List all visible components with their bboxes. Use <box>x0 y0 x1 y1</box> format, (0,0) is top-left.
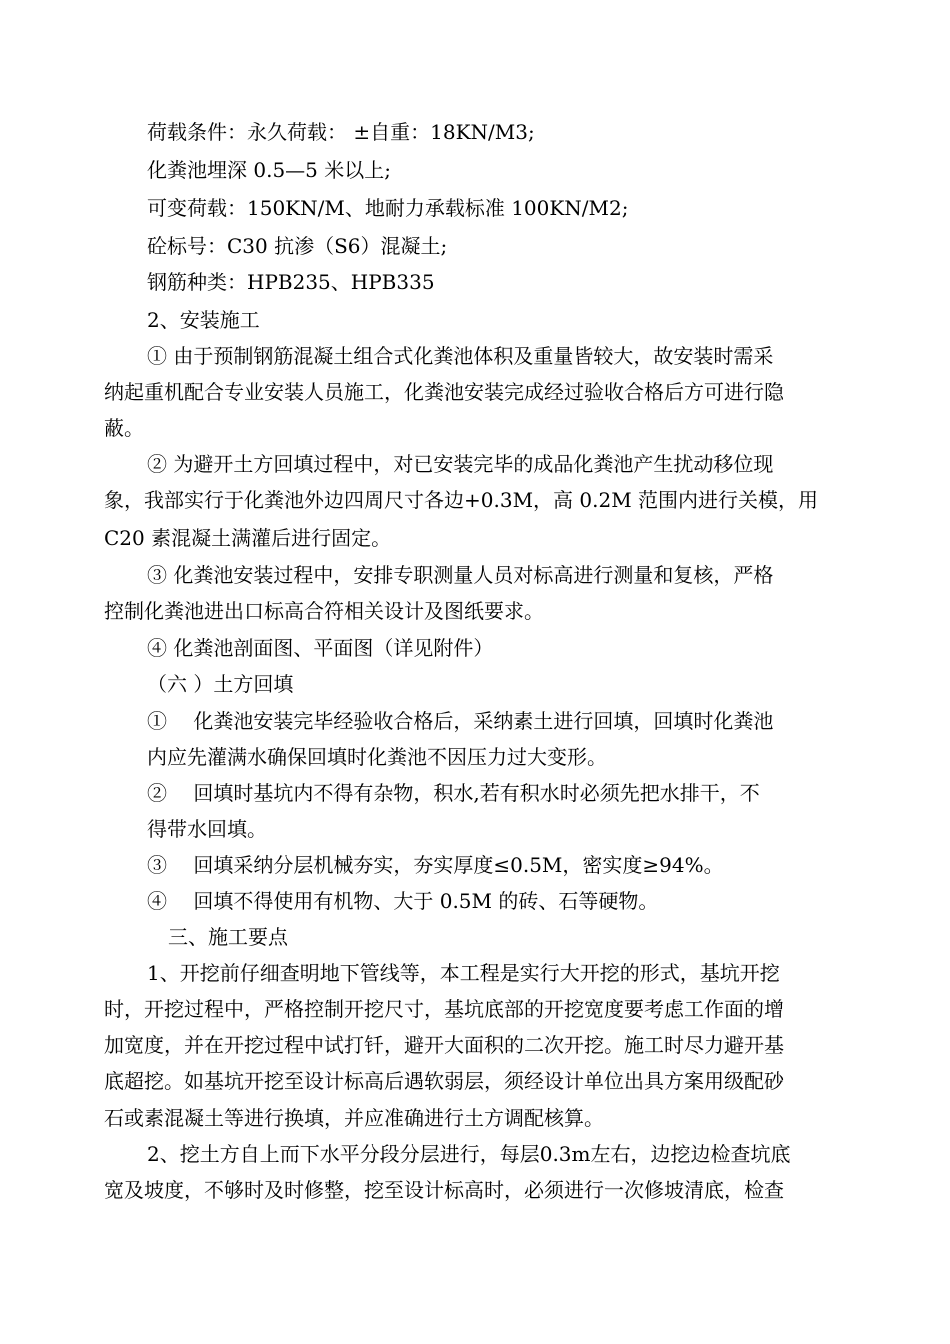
text-line: 宽及坡度，不够时及时修整，挖至设计标高时，必须进行一次修坡清底，检查 <box>104 1178 784 1202</box>
list-item: ④ 回填不得使用有机物、大于 0.5M 的砖、石等硬物。 <box>147 889 659 913</box>
text-line: 化粪池埋深 0.5—5 米以上; <box>147 158 391 182</box>
text-line: 2、挖土方自上而下水平分段分层进行，每层0.3m左右，边挖边检查坑底 <box>147 1142 791 1166</box>
section-heading: （六 ）土方回填 <box>147 672 294 696</box>
text-line: 蔽。 <box>104 416 144 440</box>
text-line: 石或素混凝土等进行换填，并应准确进行土方调配核算。 <box>104 1106 604 1130</box>
text-line: 钢筋种类：HPB235、HPB335 <box>147 270 435 294</box>
text-line: 1、开挖前仔细查明地下管线等，本工程是实行大开挖的形式，基坑开挖 <box>147 961 780 985</box>
text-line: 内应先灌满水确保回填时化粪池不因压力过大变形。 <box>147 745 607 769</box>
section-heading: 三、施工要点 <box>168 925 288 949</box>
text-line: C20 素混凝土满灌后进行固定。 <box>104 526 392 550</box>
text-line: 得带水回填。 <box>147 817 267 841</box>
text-line: 时，开挖过程中，严格控制开挖尺寸，基坑底部的开挖宽度要考虑工作面的增 <box>104 997 784 1021</box>
text-line: 荷载条件：永久荷载： ±自重：18KN/M3; <box>147 120 535 144</box>
text-line: ② 为避开土方回填过程中，对已安装完毕的成品化粪池产生扰动移位现 <box>147 452 774 476</box>
list-item: ② 回填时基坑内不得有杂物，积水,若有积水时必须先把水排干，不 <box>147 781 760 805</box>
text-line: 砼标号：C30 抗渗（S6）混凝土; <box>147 234 448 258</box>
text-line: ④ 化粪池剖面图、平面图（详见附件） <box>147 636 494 660</box>
text-line: 底超挖。如基坑开挖至设计标高后遇软弱层，须经设计单位出具方案用级配砂 <box>104 1069 784 1093</box>
text-line: 加宽度，并在开挖过程中试打钎，避开大面积的二次开挖。施工时尽力避开基 <box>104 1033 784 1057</box>
section-heading: 2、安装施工 <box>147 308 260 332</box>
text-line: 纳起重机配合专业安装人员施工，化粪池安装完成经过验收合格后方可进行隐 <box>104 380 784 404</box>
text-line: ③ 化粪池安装过程中，安排专职测量人员对标高进行测量和复核，严格 <box>147 563 774 587</box>
text-line: 可变荷载：150KN/M、地耐力承载标准 100KN/M2; <box>147 196 629 220</box>
text-line: 控制化粪池进出口标高合符相关设计及图纸要求。 <box>104 599 544 623</box>
list-item: ① 化粪池安装完毕经验收合格后，采纳素土进行回填，回填时化粪池 <box>147 709 774 733</box>
text-line: 象，我部实行于化粪池外边四周尺寸各边+0.3M，高 0.2M 范围内进行关模，用 <box>104 488 819 512</box>
text-line: ① 由于预制钢筋混凝土组合式化粪池体积及重量皆较大，故安装时需采 <box>147 344 774 368</box>
list-item: ③ 回填采纳分层机械夯实，夯实厚度≤0.5M，密实度≥94%。 <box>147 853 724 877</box>
